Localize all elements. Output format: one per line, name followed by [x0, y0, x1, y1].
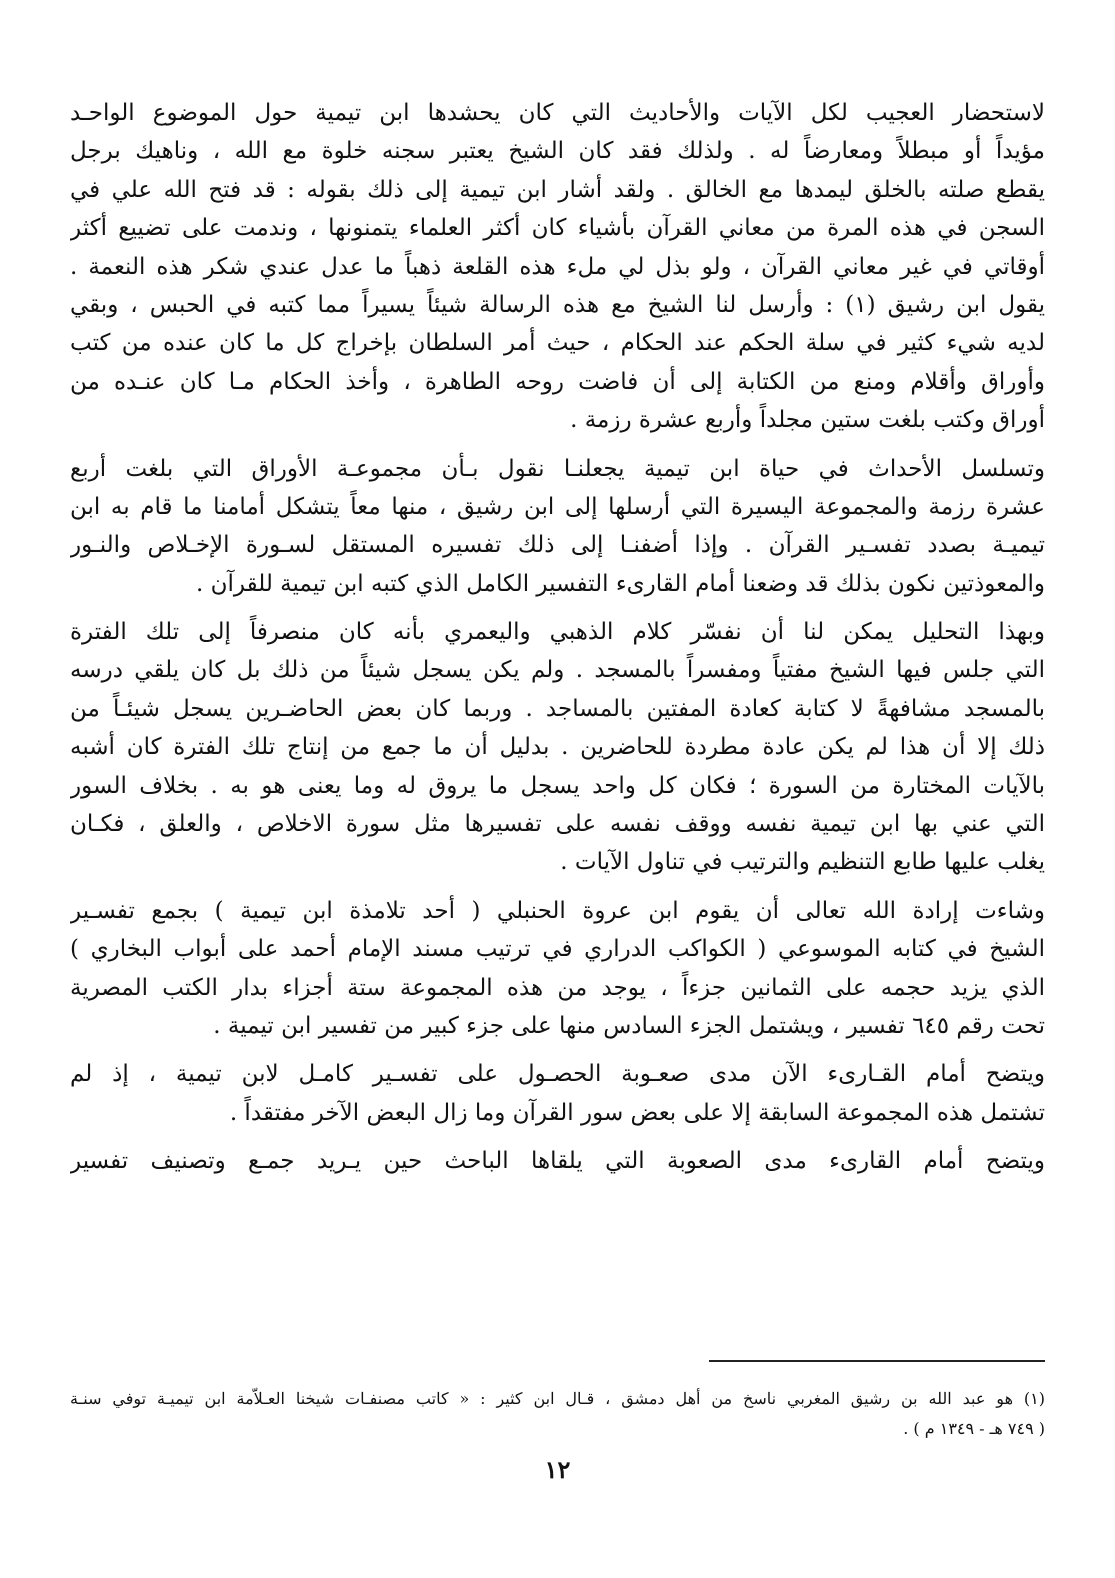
text-line: التي جلس فيها الشيخ مفتياً ومفسراً بالمسجد . ولم يكن يسجل شيئاً من ذلك بل كان يلقي درسه: [70, 657, 1045, 684]
text-line: لاستحضار العجيب لكل الآيات والأحاديث التي كان يحشدها ابن تيمية حول الموضوع الواحـد: [70, 100, 1045, 126]
text-line: وبهذا التحليل يمكن لنا أن نفسّر كلام الذهبي واليعمري بأنه كان منصرفاً إلى تلك الفترة: [70, 619, 1045, 646]
text-line: الذي يزيد حجمه على الثمانين جزءاً ، يوجد من هذه المجموعة ستة أجزاء بدار الكتب المصرية: [70, 974, 1045, 1001]
footnote-separator: [709, 1360, 1045, 1362]
text-line: وتسلسل الأحداث في حياة ابن تيمية يجعلنـا نقول بـأن مجموعـة الأوراق التي بلغت أربع: [70, 455, 1045, 482]
text-line: السجن في هذه المرة من معاني القرآن بأشياء كان أكثر العلماء يتمنونها ، وندمت على تضييع أكثر: [70, 215, 1045, 242]
text-line: ذلك إلا أن هذا لم يكن عادة مطردة للحاضرين . بدليل أن ما جمع من إنتاج تلك الفترة كان أشبه: [70, 734, 1045, 761]
paragraph-4: [70, 892, 1045, 1046]
main-text: [70, 94, 1045, 1181]
text-line: ويتضح أمام القـارىء الآن مدى صعـوبة الحصـول على تفسـير كامـل لابن تيمية ، إذ لم: [70, 1061, 1045, 1088]
text-line: يقطع صلته بالخلق ليمدها مع الخالق . ولقد أشار ابن تيمية إلى ذلك بقوله : قد فتح الله علي في: [70, 176, 1045, 203]
text-line: أوراق وكتب بلغت ستين مجلداً وأربع عشرة رزمة .: [570, 407, 1045, 434]
text-line: يقول ابن رشيق (١) : وأرسل لنا الشيخ مع هذه الرسالة شيئاً يسيراً مما كتبه في الحبس ، وبقي: [70, 291, 1045, 318]
paragraph-2: [70, 450, 1045, 604]
page-number: ١٢: [544, 1455, 571, 1484]
text-line: التي عني بها ابن تيمية نفسه ووقف نفسه على تفسيرها مثل سورة الاخلاص ، والعلق ، فكـان: [70, 811, 1045, 838]
paragraph-3: [70, 613, 1045, 882]
text-line: بالآيات المختارة من السورة ؛ فكان كل واحد يسجل ما يروق له وما يعنى هو به . بخلاف السور: [70, 772, 1045, 799]
paragraph-6: [70, 1142, 1045, 1180]
text-line: أوقاتي في غير معاني القرآن ، ولو بذل لي ملء هذه القلعة ذهباً ما عدل عندي شكر هذه النعمة .: [70, 253, 1045, 280]
text-line: عشرة رزمة والمجموعة اليسيرة التي أرسلها إلى ابن رشيق ، منها معاً يتشكل أمامنا ما قام به ابن: [70, 493, 1045, 520]
footnote: [70, 1384, 1045, 1444]
text-line: تيميـة بصدد تفسـير القرآن . وإذا أضفنـا إلى ذلك تفسيره المستقل لسـورة الإخـلاص والنـور: [70, 532, 1045, 559]
text-line: مؤيداً أو مبطلاً ومعارضاً له . ولذلك فقد كان الشيخ يعتبر سجنه خلوة مع الله ، وناهيك برجل: [70, 138, 1045, 165]
text-line: والمعوذتين نكون بذلك قد وضعنا أمام القارىء التفسير الكامل الذي كتبه ابن تيمية للقرآن .: [196, 570, 1045, 597]
paragraph-1: [70, 94, 1045, 440]
text-line: بالمسجد مشافهةً لا كتابة كعادة المفتين بالمساجد . وربما كان بعض الحاضـرين يسجل شيئـاً من: [70, 695, 1045, 722]
footnote-line: ( ٧٤٩ هـ - ١٣٤٩ م ) .: [903, 1419, 1045, 1438]
text-line: وأوراق وأقلام ومنع من الكتابة إلى أن فاضت روحه الطاهرة ، وأخذ الحكام مـا كان عنـده من: [70, 368, 1045, 395]
footnote-line: (١) هو عبد الله بن رشيق المغربي ناسخ من أهل دمشق ، قـال ابن كثير : « كاتب مصنفـات شيخنا العـلاّمة ابن تيميـة توفي سنـة: [70, 1389, 1045, 1408]
text-line: وشاءت إرادة الله تعالى أن يقوم ابن عروة الحنبلي ( أحد تلامذة ابن تيمية ) بجمع تفسـير: [70, 897, 1045, 924]
text-line: تحت رقم ٦٤٥ تفسير ، ويشتمل الجزء السادس منها على جزء كبير من تفسير ابن تيمية .: [213, 1012, 1045, 1039]
text-line: الشيخ في كتابه الموسوعي ( الكواكب الدراري في ترتيب مسند الإمام أحمد على أبواب البخاري ): [70, 936, 1045, 963]
text-line: يغلب عليها طابع التنظيم والترتيب في تناول الآيات .: [560, 849, 1045, 876]
text-line: ويتضح أمام القارىء مدى الصعوبة التي يلقاها الباحث حين يـريد جمـع وتصنيف تفسير: [70, 1148, 1045, 1175]
text-line: تشتمل هذه المجموعة السابقة إلا على بعض سور القرآن وما زال البعض الآخر مفتقداً .: [229, 1099, 1045, 1126]
text-line: لديه شيء كثير في سلة الحكم عند الحكام ، حيث أمر السلطان بإخراج كل ما كان عنده من كتب: [70, 330, 1045, 357]
paragraph-5: [70, 1055, 1045, 1132]
